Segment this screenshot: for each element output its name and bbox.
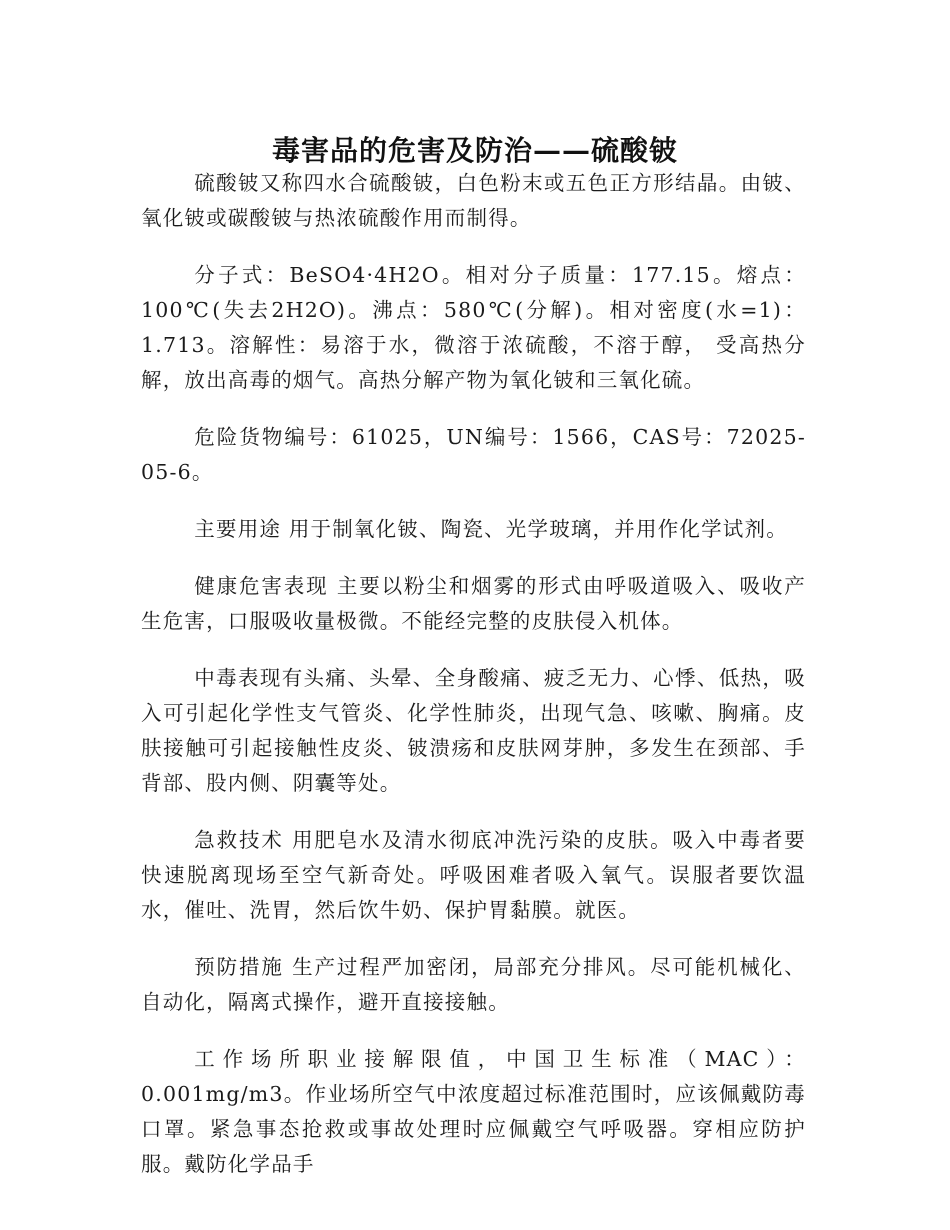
paragraph-properties: 分子式：BeSO4·4H2O。相对分子质量：177.15。熔点：100℃(失去2H2O)。沸点：580℃(分解)。相对密度(水=1)：1.713。溶解性：易溶于水，微溶于浓硫酸，不溶于醇， 受高热分解，放出高毒的烟气。高热分解产物为氧化铍和三氧化硫。 — [141, 263, 806, 392]
paragraph-identifiers: 危险货物编号：61025，UN编号：1566，CAS号：72025-05-6。 — [141, 425, 806, 484]
paragraph-health-hazards: 健康危害表现 主要以粉尘和烟雾的形式由呼吸道吸入、吸收产生危害，口服吸收量极微。不能经完整的皮肤侵入机体。 — [141, 574, 806, 633]
paragraph-prevention: 预防措施 生产过程严加密闭，局部充分排风。尽可能机械化、自动化，隔离式操作，避开直接接触。 — [141, 955, 806, 1014]
paragraph-exposure-limits: 工作场所职业接解限值，中国卫生标准（MAC）：0.001mg/m3。作业场所空气中浓度超过标准范围时，应该佩戴防毒口罩。紧急事态抢救或事故处理时应佩戴空气呼吸器。穿相应防护服。戴防化学品手 — [141, 1047, 806, 1176]
paragraph-first-aid: 急救技术 用肥皂水及清水彻底冲洗污染的皮肤。吸入中毒者要快速脱离现场至空气新奇处。呼吸困难者吸入氧气。误服者要饮温水，催吐、洗胃，然后饮牛奶、保护胃黏膜。就医。 — [141, 828, 806, 922]
document-body — [141, 166, 806, 1204]
paragraph-uses: 主要用途 用于制氧化铍、陶瓷、光学玻璃，并用作化学试剂。 — [194, 517, 788, 541]
document-title: 毒害品的危害及防治——硫酸铍 — [271, 133, 678, 167]
paragraph-intro: 硫酸铍又称四水合硫酸铍，白色粉末或五色正方形结晶。由铍、氧化铍或碳酸铍与热浓硫酸作用而制得。 — [141, 171, 806, 230]
paragraph-symptoms: 中毒表现有头痛、头晕、全身酸痛、疲乏无力、心悸、低热，吸入可引起化学性支气管炎、化学性肺炎，出现气急、咳嗽、胸痛。皮肤接触可引起接触性皮炎、铍溃疡和皮肤网芽肿，多发生在颈部、手背部、股内侧、阴囊等处。 — [141, 666, 806, 795]
